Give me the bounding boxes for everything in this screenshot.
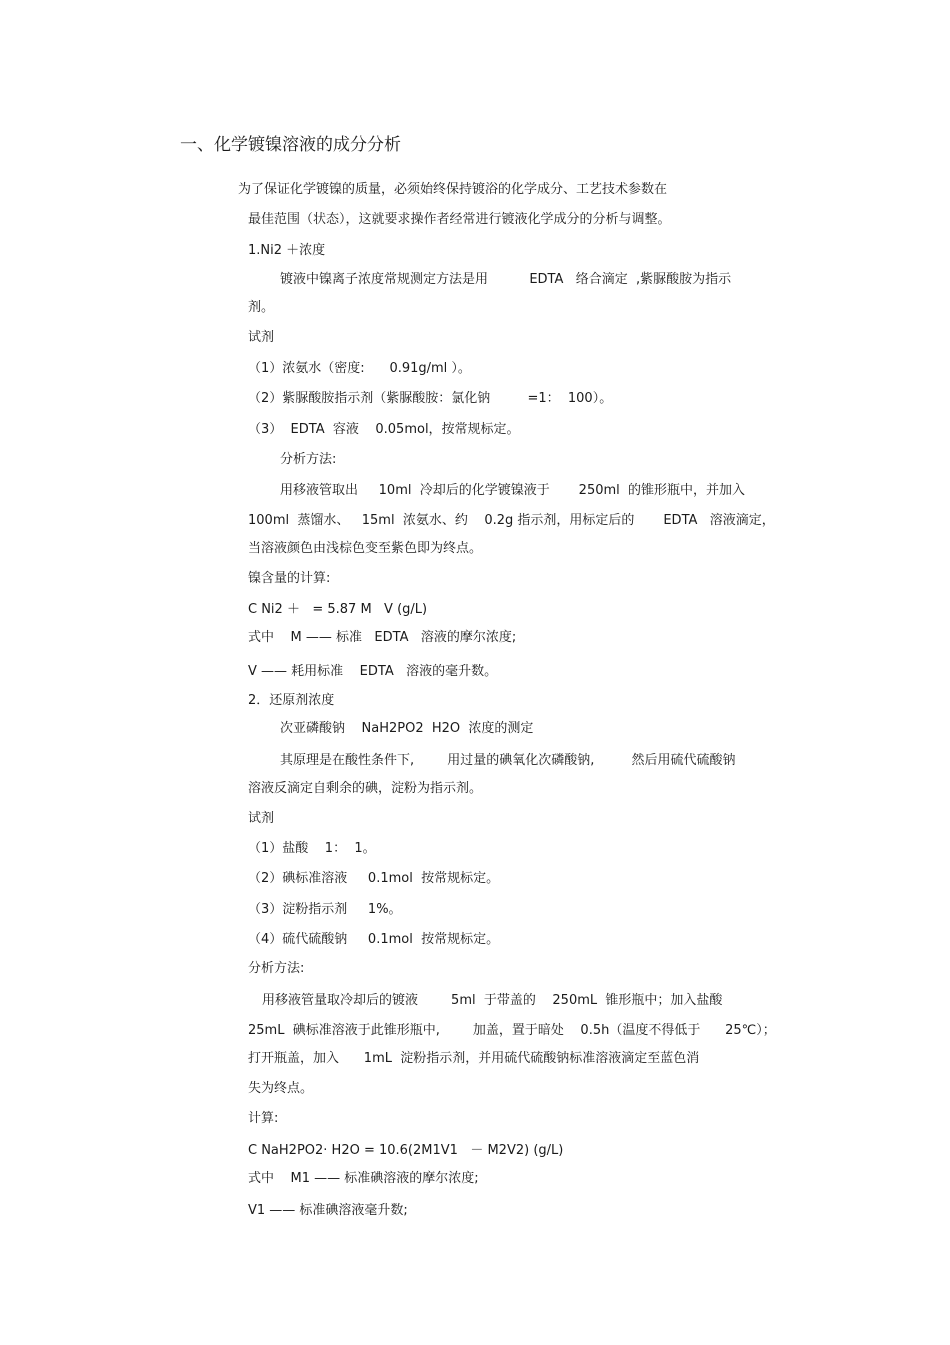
- text-line: 为了保证化学镀镍的质量，必须始终保持镀浴的化学成分、工艺技术参数在: [238, 182, 668, 197]
- text-line: 剂。: [248, 300, 275, 315]
- text-line: 1.Ni2 ＋浓度: [248, 243, 326, 258]
- text-line: 失为终点。: [248, 1081, 314, 1096]
- text-line: 试剂: [248, 330, 275, 345]
- text-line: （2）紫脲酸胺指示剂（紫脲酸胺：氯化钠 =1： 100）。: [248, 391, 613, 406]
- text-line: 镀液中镍离子浓度常规测定方法是用 EDTA 络合滴定 ,紫脲酸胺为指示: [280, 272, 732, 287]
- text-line: （4）硫代硫酸钠 0.1mol 按常规标定。: [248, 932, 500, 947]
- text-line: 式中 M —— 标准 EDTA 溶液的摩尔浓度;: [248, 630, 517, 645]
- text-line: 25mL 碘标准溶液于此锥形瓶中, 加盖，置于暗处 0.5h（温度不得低于 25℃）；: [248, 1023, 776, 1038]
- text-line: 100ml 蒸馏水、 15ml 浓氨水、约 0.2g 指示剂，用标定后的 EDTA 溶液滴定，: [248, 513, 775, 528]
- formula-line: C NaH2PO2· H2O = 10.6(2M1V1 － M2V2) (g/L): [248, 1143, 564, 1158]
- text-line: （3） EDTA 容液 0.05mol，按常规标定。: [248, 422, 520, 437]
- text-line: 镍含量的计算:: [248, 571, 331, 586]
- text-line: 用移液管取出 10ml 冷却后的化学镀镍液于 250ml 的锥形瓶中，并加入: [280, 483, 746, 498]
- text-line: （2）碘标准溶液 0.1mol 按常规标定。: [248, 871, 500, 886]
- text-line: 用移液管量取冷却后的镀液 5ml 于带盖的 250mL 锥形瓶中；加入盐酸: [262, 993, 723, 1008]
- text-line: 打开瓶盖，加入 1mL 淀粉指示剂，并用硫代硫酸钠标准溶液滴定至蓝色消: [248, 1051, 700, 1066]
- text-line: 其原理是在酸性条件下, 用过量的碘氧化次磷酸钠, 然后用硫代硫酸钠: [280, 753, 736, 768]
- text-line: 式中 M1 —— 标准碘溶液的摩尔浓度;: [248, 1171, 479, 1186]
- text-line: （3）淀粉指示剂 1%。: [248, 902, 402, 917]
- text-line: 分析方法:: [280, 452, 337, 467]
- text-line: 最佳范围（状态），这就要求操作者经常进行镀液化学成分的分析与调整。: [248, 212, 671, 227]
- text-line: 计算:: [248, 1111, 279, 1126]
- text-line: 次亚磷酸钠 NaH2PO2 H2O 浓度的测定: [280, 721, 534, 736]
- section-title: 一、化学镀镍溶液的成分分析: [180, 135, 401, 155]
- text-line: V —— 耗用标准 EDTA 溶液的毫升数。: [248, 664, 498, 679]
- text-line: 分析方法:: [248, 961, 305, 976]
- text-line: 当溶液颜色由浅棕色变至紫色即为终点。: [248, 541, 483, 556]
- text-line: （1）浓氨水（密度: 0.91g/ml ）。: [248, 361, 471, 376]
- text-line: 溶液反滴定自剩余的碘，淀粉为指示剂。: [248, 781, 483, 796]
- text-line: 2．还原剂浓度: [248, 693, 335, 708]
- formula-line: C Ni2 ＋ = 5.87 M V (g/L): [248, 602, 428, 617]
- text-line: （1）盐酸 1： 1。: [248, 841, 376, 856]
- text-line: V1 —— 标准碘溶液毫升数;: [248, 1203, 408, 1218]
- text-line: 试剂: [248, 811, 275, 826]
